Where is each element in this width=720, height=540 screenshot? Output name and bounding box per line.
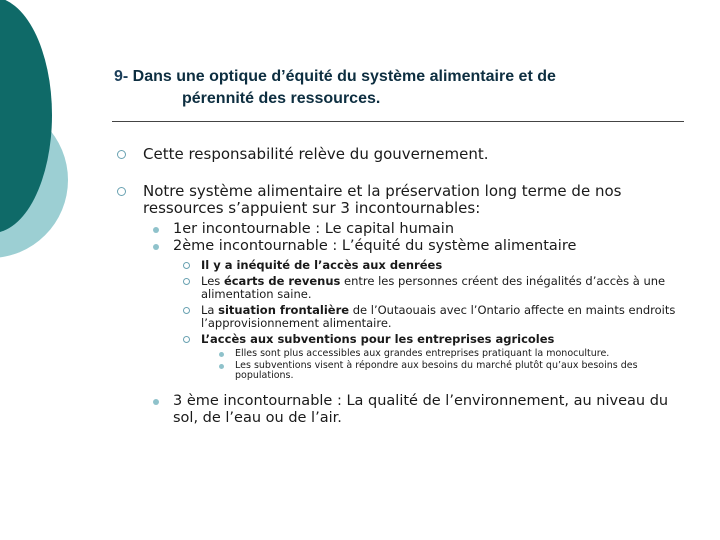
list-item	[153, 393, 687, 427]
ring-bullet-icon	[183, 262, 190, 269]
title-number: 9-	[114, 68, 133, 85]
ring-bullet-icon	[183, 278, 190, 285]
dot-bullet-icon	[153, 399, 159, 405]
bullet-text-post: entre les personnes créent des inégalités d’accès à une alimentation saine.	[201, 274, 666, 301]
sub-sub-sub-list	[201, 349, 687, 381]
title-divider	[112, 121, 684, 122]
ring-bullet-icon	[183, 336, 190, 343]
dot-bullet-icon	[153, 227, 159, 233]
bullet-text-bold: situation frontalière	[218, 303, 350, 317]
ring-bullet-icon	[183, 307, 190, 314]
slide-title	[114, 66, 674, 110]
dot-bullet-icon	[219, 364, 224, 369]
ring-bullet-icon	[117, 187, 126, 196]
list-item	[219, 349, 687, 359]
list-item	[183, 275, 687, 301]
bullet-text-bold: écarts de revenus	[223, 274, 341, 288]
light-teal-circle	[0, 102, 68, 258]
bullet-text: L’accès aux subventions pour les entreprises agricoles	[201, 332, 555, 346]
sub-sub-list	[173, 259, 687, 381]
list-item	[117, 183, 687, 427]
bullet-text: 1er incontournable : Le capital humain	[173, 221, 455, 237]
dot-bullet-icon	[153, 244, 159, 250]
list-item	[183, 304, 687, 330]
title-line-1: Dans une optique d’équité du système alimentaire et de	[132, 68, 556, 85]
bullet-text: Notre système alimentaire et la préservation long terme de nos ressources s’appuient sur 3 incontournables:	[143, 182, 622, 217]
bullet-list	[117, 146, 687, 427]
bullet-text: 3 ème incontournable : La qualité de l’environnement, au niveau du sol, de l’eau ou de l’air.	[173, 393, 669, 426]
bullet-text-pre: La	[201, 303, 219, 317]
bullet-text: Cette responsabilité relève du gouvernement.	[143, 145, 489, 163]
list-item	[183, 259, 687, 272]
list-item	[153, 238, 687, 381]
bullet-text: Il y a inéquité de l’accès aux denrées	[201, 258, 443, 272]
list-item	[183, 333, 687, 381]
sub-list	[143, 221, 687, 427]
dot-bullet-icon	[219, 352, 224, 357]
bullet-text: 2ème incontournable : L’équité du système alimentaire	[173, 238, 577, 254]
list-item	[117, 146, 687, 163]
bullet-text-post: de l’Outaouais avec l’Ontario affecte en maints endroits l’approvisionnement alimentaire.	[201, 303, 676, 330]
list-item	[153, 221, 687, 238]
ring-bullet-icon	[117, 150, 126, 159]
title-line-2: pérennité des ressources.	[182, 90, 381, 107]
bullet-text: Elles sont plus accessibles aux grandes entreprises pratiquant la monoculture.	[235, 348, 610, 359]
bullet-text: Les subventions visent à répondre aux besoins du marché plutôt qu’aux besoins des populations.	[235, 360, 638, 381]
list-item	[219, 361, 687, 381]
dark-teal-circle	[0, 0, 52, 233]
bullet-text-pre: Les	[201, 274, 224, 288]
